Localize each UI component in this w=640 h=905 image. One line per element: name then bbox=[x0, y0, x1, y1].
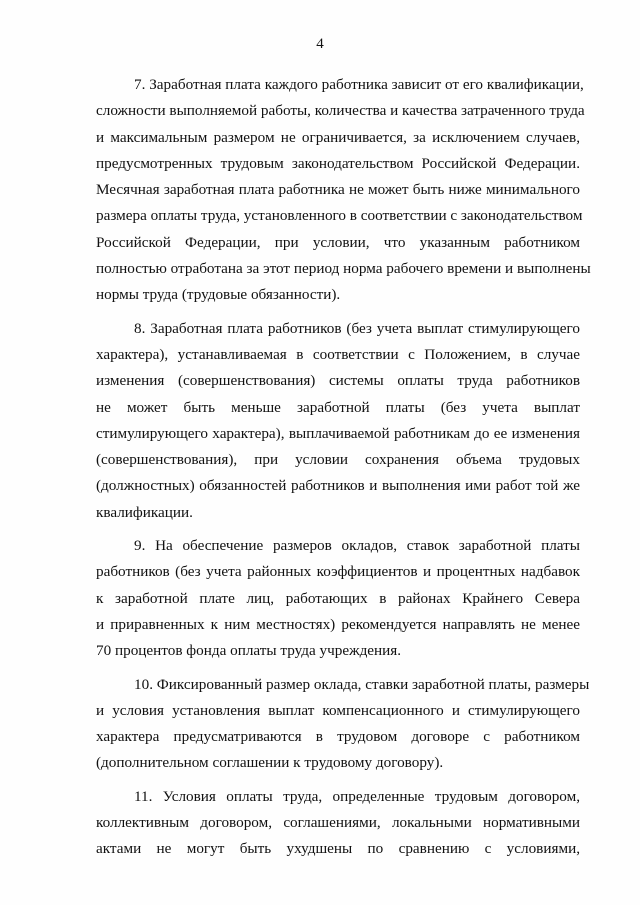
text-line: (должностных) обязанностей работников и выполнения ими работ той же bbox=[96, 477, 580, 495]
text-line: 8. Заработная плата работников (без учета выплат стимулирующего bbox=[134, 319, 580, 337]
text-line: размера оплаты труда, установленного в соответствии с законодательством bbox=[96, 207, 583, 225]
text-line: характера), устанавливаемая в соответствии с Положением, в случае bbox=[96, 345, 580, 363]
text-line: 9. На обеспечение размеров окладов, ставок заработной платы bbox=[134, 537, 580, 555]
document-body bbox=[96, 72, 591, 863]
paragraph-7 bbox=[96, 72, 591, 309]
text-line: работников (без учета районных коэффициентов и процентных надбавок bbox=[96, 563, 580, 581]
text-line: изменения (совершенствования) системы оплаты труда работников bbox=[96, 372, 580, 390]
text-line: стимулирующего характера), выплачиваемой работникам до ее изменения bbox=[96, 424, 580, 442]
text-line: не может быть меньше заработной платы (без учета выплат bbox=[96, 398, 580, 416]
text-line: Российской Федерации, при условии, что указанным работником bbox=[96, 233, 580, 251]
text-line: нормы труда (трудовые обязанности). bbox=[96, 286, 341, 304]
page-number: 4 bbox=[316, 36, 324, 52]
text-line: предусмотренных трудовым законодательством Российской Федерации. bbox=[96, 154, 580, 172]
text-line: (совершенствования), при условии сохранения объема трудовых bbox=[96, 451, 580, 469]
text-line: Месячная заработная плата работника не может быть ниже минимального bbox=[96, 181, 580, 199]
text-line: характера предусматриваются в трудовом договоре с работником bbox=[96, 728, 580, 746]
text-line: 10. Фиксированный размер оклада, ставки заработной платы, размеры bbox=[134, 675, 590, 693]
text-line: (дополнительном соглашении к трудовому договору). bbox=[96, 754, 444, 772]
text-line: и приравненных к ним местностях) рекомендуется направлять не менее bbox=[96, 615, 580, 633]
text-line: и максимальным размером не ограничивается, за исключением случаев, bbox=[96, 128, 580, 146]
text-line: коллективным договором, соглашениями, локальными нормативными bbox=[96, 814, 580, 832]
text-line: квалификации. bbox=[96, 503, 193, 521]
text-line: 11. Условия оплаты труда, определенные трудовым договором, bbox=[134, 787, 580, 805]
paragraph-8 bbox=[96, 316, 580, 526]
text-line: 7. Заработная плата каждого работника зависит от его квалификации, bbox=[134, 76, 584, 93]
text-line: актами не могут быть ухудшены по сравнению с условиями, bbox=[96, 840, 580, 858]
paragraph-9 bbox=[96, 533, 580, 664]
text-line: и условия установления выплат компенсационного и стимулирующего bbox=[96, 701, 580, 719]
text-line: сложности выполняемой работы, количества и качества затраченного труда bbox=[96, 102, 585, 120]
text-line: к заработной плате лиц, работающих в районах Крайнего Севера bbox=[96, 589, 580, 607]
paragraph-11 bbox=[96, 784, 580, 863]
text-line: полностью отработана за этот период норма рабочего времени и выполнены bbox=[96, 260, 591, 278]
paragraph-10 bbox=[96, 672, 590, 777]
text-line: 70 процентов фонда оплаты труда учреждения. bbox=[96, 642, 402, 660]
